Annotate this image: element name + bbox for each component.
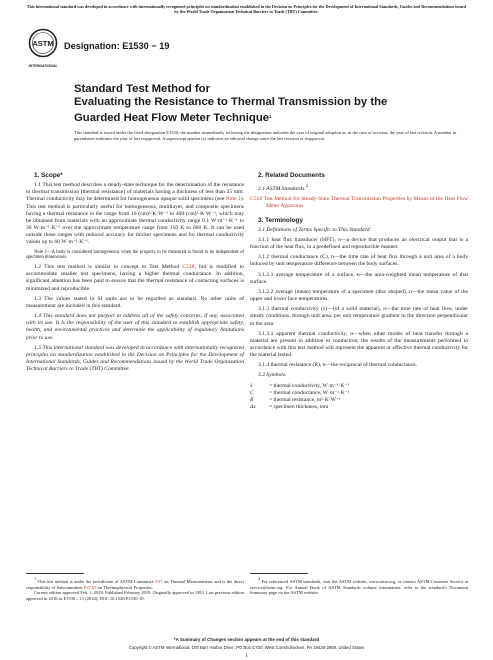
title-line-2: Evaluating the Resistance to Thermal Transmission by the [74, 96, 388, 109]
scope-heading: 1. Scope* [34, 172, 63, 179]
footnote-1-para-a [26, 576, 244, 590]
footnote-2 [250, 576, 468, 596]
symbol-description: = thermal resistance, m²·K·W⁻¹ [269, 396, 341, 403]
footnote-1 [26, 576, 244, 601]
title-line-1: Standard Test Method for [74, 83, 210, 95]
symbol-name: λ [250, 382, 253, 389]
paragraph-3-1-2-2: 3.1.2.2 average (mean) temperature of a specimen (disc shaped), n—the mean value of the upper and lower face temperatures. [250, 288, 468, 303]
related-documents-heading: 2. Related Documents [258, 172, 325, 179]
page-number: 1 [245, 653, 248, 659]
paragraph-3-1-2: 3.1.2 thermal conductance (C), n—the time rate of heat flux through a unit area of a body induced by unit temperature difference between the body surfaces. [250, 254, 468, 268]
footnote-1-mark: 1 [34, 576, 37, 581]
paragraph-1-4: 1.4 This standard does not purport to address all of the safety concerns, if any, associated with its use. It is the responsibility of the user of this standard to establish appropriate safety, health, and environmental practices and determine the applicability of regulatory limitations prior to use. [26, 313, 244, 341]
astm-logo [28, 28, 58, 72]
footnote-1-para-b: Current edition approved Feb. 1, 2019. Published February 2019. Originally approved in 1993. Last previous edition approved in 2016 as E1530 – 11 (2016). DOI: 10.1520/E1530-19. [26, 590, 244, 601]
symbol-name: C [250, 389, 254, 396]
symbol-row [250, 383, 352, 390]
footnote-1-text-a: This test method is under the jurisdiction of ASTM Committee [37, 579, 154, 584]
paragraph-2-1 [250, 182, 468, 193]
symbol-name: R [250, 396, 254, 403]
paragraph-1-2 [26, 264, 244, 293]
paragraph-1-3: 1.3 The values stated in SI units are to be regarded as standard. No other units of measurement are included in this standard. [26, 295, 244, 309]
designation: Designation: E1530 − 19 [64, 41, 170, 51]
footnote-2-text: For referenced ASTM standards, visit the ASTM website, www.astm.org, or contact ASTM Customer Service at service@astm.org. For Annual Book of ASTM Standards volume information, refer to the standard’s Document Summary page on the ASTM website. [250, 579, 469, 596]
symbol-description: = thermal conductance, W·m⁻²·K⁻¹ [269, 389, 350, 396]
svg-text:INTERNATIONAL: INTERNATIONAL [28, 64, 58, 68]
c518-link[interactable]: C518 [182, 264, 195, 271]
p1-1-text-b: ). This test method is particularly useful for homogeneous, multilayer, and composite specimens having a thermal resistance in the range from 10 (cm)²·K·W⁻¹ to 400 (cm)²·K·W⁻¹, which may be obtained from materials with an approximate thermal conductivity range 0.1 W·m⁻¹·K⁻¹ to 30 W·m⁻¹·K⁻¹ over the approximate temperature range from 150 K to 600 K. It can be used outside these ranges with reduced accuracy for thicker specimens and for thermal conductivity values up to 60 W·m⁻¹·K⁻¹. [26, 196, 244, 246]
p2-1-text: 2.1 ASTM Standards: [258, 186, 307, 193]
symbol-row [250, 397, 352, 404]
right-column [250, 172, 468, 411]
title-footnote-mark: 1 [269, 113, 272, 119]
paragraph-1-5: 1.5 This international standard was developed in accordance with internationally recognized principles on standardization established in the Decision on Principles for the Development of International Standards, Guides and Recommendations issued by the World Trade Organization Technical Barriers to Trade (TBT) Committee. [26, 344, 244, 373]
p1-2-text: 1.2 This test method is similar in concept to Test Method [34, 264, 180, 271]
symbol-name: Δx [250, 403, 256, 410]
footnote-2-mark: 2 [306, 183, 309, 189]
standard-notice: This international standard was developed in accordance with internationally recognized principles on standardization established in the Decision on Principles for the Development of International Standards, Guides and Recommendations issued by the World Trade Organization Technical Barriers to Trade (TBT) Committee. [26, 4, 467, 15]
paragraph-3-1-3-1: 3.1.3.1 apparent thermal conductivity, n—when other modes of heat transfer through a material are present in addition to conduction, the results of the measurements performed in accordance with this test method will represent the apparent or effective thermal conductivity for the material tested. [250, 330, 468, 359]
symbol-description: = thermal conductivity, W·m⁻¹·K⁻¹ [269, 382, 349, 389]
e37-link[interactable]: E37 [155, 579, 163, 584]
paragraph-3-1-3: 3.1.3 thermal conductivity (λ)—(of a solid material), n—the time rate of heat flow, under steady conditions, through unit area, per unit temperature gradient in the direction perpendicular to the area: [250, 306, 468, 327]
paragraph-3-1-2-1: 3.1.2.1 average temperature of a surface, n—the area-weighted mean temperature of that surface. [250, 271, 468, 285]
title-line-3 [74, 110, 444, 125]
c518-code[interactable]: C518 [250, 196, 263, 203]
terminology-heading: 3. Terminology [258, 216, 303, 224]
footnote-2-sup: 2 [258, 576, 261, 581]
summary-of-changes-note: *A Summary of Changes section appears at the end of this standard [173, 637, 320, 642]
footnote-1-text-b: on Thermal Measurements and is the direct responsibility of Subcommittee [26, 579, 245, 590]
astm-logo-icon [28, 28, 58, 72]
symbol-row [250, 404, 352, 411]
p1-1-text: 1.1 This test method describes a steady-state technique for the determination of the resistance to thermal transmission (thermal resistance) of materials having a thickness of less than 25 mm. Thermal conductivity may be determined for homogeneous opaque solid specimens (see [26, 182, 244, 203]
paragraph-3-1: 3.1 Definitions of Terms Specific to This Standard: [258, 226, 372, 233]
issued-note: This standard is issued under the fixed designation E1530; the number immediately following the designation indicates the year of original adoption or, in the case of revision, the year of last revision. A number in parentheses indicates the year of last reapproval. A superscript epsilon (ε) indicates an editorial change since the last revision or reapproval. [74, 130, 457, 141]
left-footnote-rule [26, 573, 84, 574]
paragraph-3-2: 3.2 Symbols: [258, 372, 287, 379]
title-line-3-text: Guarded Heat Flow Meter Technique [74, 111, 270, 124]
note-1: Note 1—A body is considered homogeneous when the property to be measured is found to be independent of specimen dimensions. [26, 249, 244, 261]
e37-05-link[interactable]: E37.05 [83, 584, 97, 590]
left-column [26, 172, 244, 376]
symbols-table [250, 383, 352, 411]
svg-text:ASTM: ASTM [32, 39, 54, 48]
paragraph-3-1-1: 3.1.1 heat flux transducer (HFT), n—a device that produces an electrical output that is a function of the heat flux, in a predefined and reproducible manner. [250, 236, 468, 251]
c518-title[interactable]: Test Method for Steady-State Thermal Transmission Properties by Means of the Heat Flow Meter Apparatus [263, 196, 468, 210]
note-1-link[interactable]: Note 1 [225, 196, 241, 203]
symbol-row [250, 390, 352, 397]
symbol-description: = specimen thickness, mm [269, 403, 329, 410]
paragraph-1-1 [26, 182, 244, 246]
paragraph-3-1-4: 3.1.4 thermal resistance (R), n—the reciprocal of thermal conductance. [258, 362, 418, 369]
copyright-line: Copyright © ASTM International, 100 Barr Harbor Drive, PO Box C700, West Conshohocken, PA 19428-2959. United States [128, 645, 365, 650]
c518-reference[interactable] [250, 196, 468, 210]
document-title [74, 83, 444, 125]
right-footnote-rule [250, 573, 308, 574]
p1-2-text-b: , but is modified to accommodate smaller test specimens, having a higher thermal conductance. In addition, significant attention has been paid to ensure that the thermal resistance of contacting surfaces is minimized and reproducible. [26, 264, 244, 292]
footnote-1-text-c: on Thermophysical Properties. [97, 584, 153, 590]
